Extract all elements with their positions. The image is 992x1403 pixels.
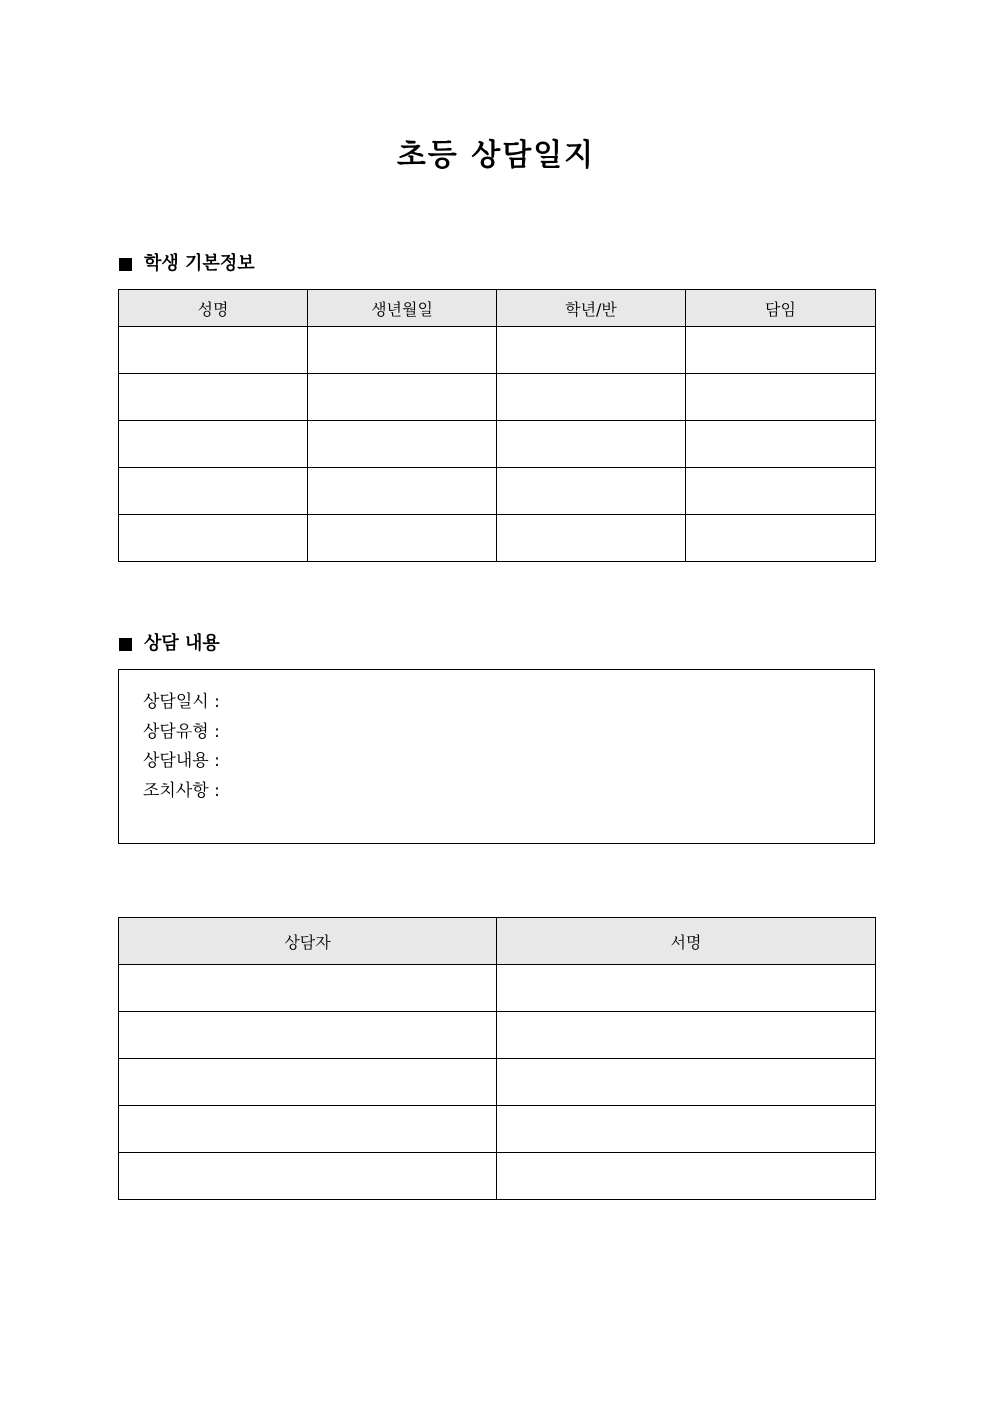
cell-name[interactable] <box>119 515 308 562</box>
table-row <box>119 965 876 1012</box>
square-bullet-icon <box>119 258 132 271</box>
column-header-birthdate: 생년월일 <box>308 290 497 327</box>
cell-birthdate[interactable] <box>308 515 497 562</box>
cell-grade-class[interactable] <box>497 468 686 515</box>
table-header-row <box>119 918 876 965</box>
cell-name[interactable] <box>119 327 308 374</box>
table-row <box>119 1106 876 1153</box>
column-header-signature: 서명 <box>497 918 876 965</box>
cell-signature[interactable] <box>497 1106 876 1153</box>
table-row <box>119 515 876 562</box>
cell-grade-class[interactable] <box>497 327 686 374</box>
cell-birthdate[interactable] <box>308 421 497 468</box>
table-row <box>119 1153 876 1200</box>
cell-name[interactable] <box>119 374 308 421</box>
cell-signature[interactable] <box>497 1153 876 1200</box>
column-header-name: 성명 <box>119 290 308 327</box>
column-header-grade-class: 학년/반 <box>497 290 686 327</box>
table-row <box>119 327 876 374</box>
table-header-row <box>119 290 876 327</box>
field-counseling-type: 상담유형 : <box>143 721 220 742</box>
cell-birthdate[interactable] <box>308 374 497 421</box>
column-header-counselor: 상담자 <box>119 918 497 965</box>
cell-signature[interactable] <box>497 965 876 1012</box>
section-heading-label: 학생 기본정보 <box>144 253 255 274</box>
cell-counselor[interactable] <box>119 965 497 1012</box>
cell-grade-class[interactable] <box>497 374 686 421</box>
cell-name[interactable] <box>119 468 308 515</box>
cell-counselor[interactable] <box>119 1153 497 1200</box>
table-row <box>119 1012 876 1059</box>
cell-homeroom-teacher[interactable] <box>686 515 876 562</box>
cell-grade-class[interactable] <box>497 515 686 562</box>
table-row <box>119 421 876 468</box>
cell-homeroom-teacher[interactable] <box>686 327 876 374</box>
counseling-content-box[interactable] <box>118 669 875 844</box>
field-counseling-details: 상담내용 : <box>143 751 220 771</box>
cell-counselor[interactable] <box>119 1012 497 1059</box>
cell-homeroom-teacher[interactable] <box>686 421 876 468</box>
counselor-signature-table <box>118 917 876 1200</box>
cell-homeroom-teacher[interactable] <box>686 468 876 515</box>
cell-birthdate[interactable] <box>308 468 497 515</box>
table-row <box>119 1059 876 1106</box>
cell-signature[interactable] <box>497 1059 876 1106</box>
cell-homeroom-teacher[interactable] <box>686 374 876 421</box>
section-heading-counseling <box>119 632 220 656</box>
cell-birthdate[interactable] <box>308 327 497 374</box>
column-header-homeroom-teacher: 담임 <box>686 290 876 327</box>
section-heading-label: 상담 내용 <box>144 633 220 654</box>
square-bullet-icon <box>119 638 132 651</box>
table-row <box>119 374 876 421</box>
cell-grade-class[interactable] <box>497 421 686 468</box>
table-row <box>119 468 876 515</box>
student-info-table <box>118 289 876 562</box>
field-action-taken: 조치사항 : <box>143 780 220 801</box>
section-heading-student-info <box>119 252 255 276</box>
cell-signature[interactable] <box>497 1012 876 1059</box>
document-title: 초등 상담일지 <box>396 138 596 173</box>
cell-name[interactable] <box>119 421 308 468</box>
counseling-fields <box>143 688 220 806</box>
cell-counselor[interactable] <box>119 1059 497 1106</box>
cell-counselor[interactable] <box>119 1106 497 1153</box>
field-counseling-datetime: 상담일시 : <box>143 692 220 712</box>
